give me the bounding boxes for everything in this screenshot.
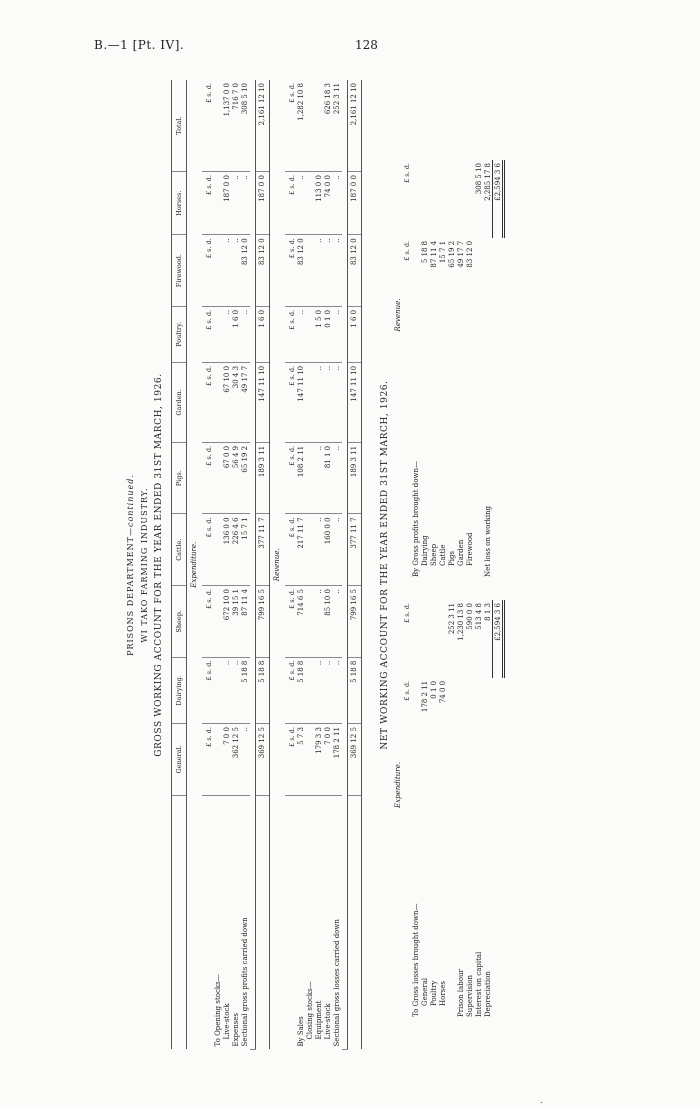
table-cell: .. <box>315 657 324 723</box>
table-cell: 716 7 0 <box>232 80 241 172</box>
units-cell: £ s. d. <box>202 657 214 723</box>
net-grand-total: £2,594 3 6 <box>493 600 504 678</box>
continued-note: —continued. <box>126 474 135 537</box>
table-cell: 672 10 0 <box>223 586 232 658</box>
total-label-blank <box>348 795 362 1049</box>
net-row-label: Firewood <box>465 532 474 566</box>
net-row <box>483 600 493 1020</box>
net-cell-a <box>411 238 420 316</box>
units-blank <box>285 795 297 1049</box>
row-label: Sectional gross losses carried down <box>333 919 342 1047</box>
table-row <box>315 80 324 1050</box>
table-cell <box>306 306 315 362</box>
expenditure-heading <box>187 80 203 1050</box>
table-cell: 178 2 11 <box>333 724 342 796</box>
net-row <box>429 160 438 580</box>
net-cell-b: 513 4 8 <box>474 603 483 630</box>
units-cell: £ s. d. <box>285 235 297 307</box>
footer-mark: . <box>540 1096 543 1105</box>
total-cell: 83 12 0 <box>348 235 362 307</box>
net-grand-total-row <box>493 160 504 580</box>
table-cell: 83 12 0 <box>241 235 250 307</box>
table-cell <box>306 724 315 796</box>
units-cell: £ s. d. <box>285 724 297 796</box>
page-number: 128 <box>355 38 378 52</box>
table-cell: 67 10 0 <box>223 362 232 442</box>
total-cell: 1 6 0 <box>348 306 362 362</box>
table-cell: .. <box>333 172 342 235</box>
table-cell: .. <box>315 586 324 658</box>
net-expenditure-body <box>402 600 504 1020</box>
net-row <box>474 160 483 580</box>
table-cell: 362 12 5 <box>232 724 241 796</box>
table-cell: 226 4 6 <box>232 514 241 586</box>
page-header-ref: B.—1 [Pt. IV]. <box>94 38 185 52</box>
net-row <box>456 160 465 580</box>
table-cell <box>214 306 223 362</box>
total-cell: 369 12 5 <box>348 724 362 796</box>
column-header: Total. <box>172 80 187 172</box>
column-header: General. <box>172 724 187 796</box>
table-cell <box>214 235 223 307</box>
table-cell <box>306 514 315 586</box>
table-cell: .. <box>333 442 342 514</box>
table-cell <box>214 442 223 514</box>
table-cell: 74 0 0 <box>324 172 333 235</box>
column-header: Dairying. <box>172 657 187 723</box>
net-grand-blank <box>493 316 504 580</box>
table-cell <box>306 172 315 235</box>
table-cell <box>306 362 315 442</box>
row-label: By Sales <box>297 1016 306 1047</box>
table-cell: .. <box>315 362 324 442</box>
net-cell-a: 87 11 4 <box>429 240 438 268</box>
revenue-heading-label: Revenue. <box>273 548 282 582</box>
net-cell-a: 178 2 11 <box>420 680 429 713</box>
net-row <box>465 160 474 580</box>
table-cell: .. <box>333 235 342 307</box>
table-cell: 5 7 3 <box>297 724 306 796</box>
net-cell-b <box>465 160 474 238</box>
column-header: Cattle. <box>172 514 187 586</box>
table-cell: 56 4 9 <box>232 442 241 514</box>
table-row <box>214 80 223 1050</box>
net-units-b: £ s. d. <box>402 163 411 183</box>
table-cell: .. <box>241 306 250 362</box>
table-cell: 179 3 3 <box>315 724 324 796</box>
table-cell: .. <box>333 362 342 442</box>
net-cell-a: 0 1 0 <box>429 680 438 699</box>
row-label: Live-stock <box>324 1003 333 1040</box>
units-cell: £ s. d. <box>202 442 214 514</box>
net-cell-b: 308 5 10 <box>474 163 483 195</box>
table-cell <box>315 80 324 172</box>
table-cell: 714 6 5 <box>297 586 306 658</box>
gross-account-table <box>171 80 362 1050</box>
total-cell: 377 11 7 <box>348 514 362 586</box>
net-row <box>411 600 420 1020</box>
table-row <box>306 80 315 1050</box>
net-grand-total-row <box>493 600 504 1020</box>
table-cell: .. <box>333 514 342 586</box>
table-cell: 626 18 3 <box>324 80 333 172</box>
table-cell: .. <box>315 235 324 307</box>
table-cell <box>306 586 315 658</box>
table-row <box>223 80 232 1050</box>
net-cell-b: 590 0 0 <box>465 603 474 630</box>
table-cell <box>306 80 315 172</box>
net-units-row <box>402 160 411 580</box>
column-header: Firewood. <box>172 235 187 307</box>
table-cell: 65 19 2 <box>241 442 250 514</box>
revenue-heading <box>270 80 286 1050</box>
net-cell-a: 49 17 7 <box>456 240 465 268</box>
row-label: Live-stock <box>223 1003 232 1040</box>
table-cell: .. <box>297 306 306 362</box>
column-header: Sheep. <box>172 586 187 658</box>
units-row <box>202 80 214 1050</box>
gross-header-row <box>172 80 187 1050</box>
net-cell-a: 65 19 2 <box>447 240 456 268</box>
table-cell: 187 0 0 <box>223 172 232 235</box>
table-row <box>297 80 306 1050</box>
net-cell-a: 83 12 0 <box>465 240 474 268</box>
table-cell: 308 5 10 <box>241 80 250 172</box>
net-row <box>420 600 429 1020</box>
table-cell: .. <box>223 306 232 362</box>
table-cell: .. <box>324 657 333 723</box>
total-cell: 5 18 8 <box>256 657 270 723</box>
net-cell-b: 8 1 3 <box>483 603 492 621</box>
net-cell-a: 5 18 8 <box>420 240 429 264</box>
net-cell-b <box>429 600 438 678</box>
net-expenditure-heading: Expenditure. <box>393 762 402 808</box>
net-cell-a: 74 0 0 <box>438 680 447 704</box>
table-cell: 5 18 8 <box>297 657 306 723</box>
net-row <box>456 600 465 1020</box>
net-grand-blank <box>493 756 504 1020</box>
table-cell <box>306 442 315 514</box>
total-cell: 1 6 0 <box>256 306 270 362</box>
table-cell: .. <box>232 657 241 723</box>
table-cell: 108 2 11 <box>297 442 306 514</box>
table-cell: .. <box>223 235 232 307</box>
row-label: To Opening stocks— <box>214 974 223 1047</box>
net-row-label <box>447 756 456 1020</box>
total-row <box>256 80 270 1050</box>
titles <box>126 80 165 1050</box>
total-cell: 799 16 5 <box>256 586 270 658</box>
table-cell: .. <box>324 235 333 307</box>
table-cell: .. <box>232 235 241 307</box>
department-name: PRISONS DEPARTMENT <box>126 536 135 656</box>
net-cell-a <box>456 678 465 756</box>
total-cell: 2,161 12 10 <box>348 80 362 172</box>
column-header: Garden. <box>172 362 187 442</box>
total-cell: 5 18 8 <box>348 657 362 723</box>
net-row <box>438 600 447 1020</box>
column-header: Poultry. <box>172 306 187 362</box>
units-cell: £ s. d. <box>285 172 297 235</box>
units-row <box>285 80 297 1050</box>
table-cell: .. <box>333 657 342 723</box>
units-cell: £ s. d. <box>285 362 297 442</box>
table-cell: .. <box>315 514 324 586</box>
table-cell <box>214 172 223 235</box>
net-row-label: General <box>420 977 429 1006</box>
net-cell-a <box>483 238 493 316</box>
net-cell-a: 15 7 1 <box>438 240 447 264</box>
table-cell: 1,137 0 0 <box>223 80 232 172</box>
table-row <box>333 80 342 1050</box>
units-cell: £ s. d. <box>285 514 297 586</box>
table-cell: 160 0 0 <box>324 514 333 586</box>
net-account <box>380 80 505 1050</box>
net-columns <box>402 80 505 1050</box>
total-cell: 189 3 11 <box>348 442 362 514</box>
table-cell <box>214 586 223 658</box>
table-cell: .. <box>241 172 250 235</box>
units-cell: £ s. d. <box>202 362 214 442</box>
net-cell-b <box>420 160 429 238</box>
units-blank <box>202 795 214 1049</box>
net-row-label: Poultry <box>429 980 438 1006</box>
column-header: Pigs. <box>172 442 187 514</box>
net-cell-a <box>447 678 456 756</box>
table-cell: 136 0 0 <box>223 514 232 586</box>
table-cell: .. <box>297 172 306 235</box>
net-row <box>483 160 493 580</box>
table-cell <box>214 80 223 172</box>
table-cell: 147 11 10 <box>297 362 306 442</box>
table-cell: .. <box>324 362 333 442</box>
net-row-label: Horses <box>438 981 447 1006</box>
table-cell: 67 0 0 <box>223 442 232 514</box>
net-subheadings <box>392 80 403 1050</box>
units-cell: £ s. d. <box>202 586 214 658</box>
net-cell-b <box>429 160 438 238</box>
net-cell-a <box>474 678 483 756</box>
units-cell: £ s. d. <box>202 172 214 235</box>
units-cell: £ s. d. <box>202 514 214 586</box>
column-header-blank <box>172 795 187 1049</box>
total-cell: 377 11 7 <box>256 514 270 586</box>
table-cell <box>214 362 223 442</box>
expenditure-heading-label: Expenditure. <box>190 541 199 588</box>
net-revenue-body <box>402 160 504 580</box>
total-cell: 799 16 5 <box>348 586 362 658</box>
table-cell: .. <box>333 586 342 658</box>
net-revenue-table <box>402 160 505 580</box>
table-cell: 7 0 0 <box>324 724 333 796</box>
row-label: Equipment <box>315 1000 324 1040</box>
table-row <box>324 80 333 1050</box>
net-cell-b <box>447 160 456 238</box>
table-cell: 0 1 0 <box>324 306 333 362</box>
units-cell: £ s. d. <box>202 724 214 796</box>
table-cell: .. <box>232 172 241 235</box>
units-cell: £ s. d. <box>202 306 214 362</box>
net-account-title: NET WORKING ACCOUNT FOR THE YEAR ENDED 31ST MARCH, 1926. <box>380 380 391 750</box>
units-cell: £ s. d. <box>202 80 214 172</box>
total-row <box>348 80 362 1050</box>
total-cell: 83 12 0 <box>256 235 270 307</box>
net-row-label: Sheep <box>429 543 438 566</box>
table-cell: 49 17 7 <box>241 362 250 442</box>
gross-body <box>187 80 362 1050</box>
table-cell <box>306 657 315 723</box>
net-row <box>438 160 447 580</box>
net-cell-b: 252 3 11 <box>447 603 456 635</box>
units-cell: £ s. d. <box>285 306 297 362</box>
rotated-content <box>118 80 502 1050</box>
net-row <box>474 600 483 1020</box>
table-cell <box>214 514 223 586</box>
table-cell: 252 3 11 <box>333 80 342 172</box>
total-cell: 369 12 5 <box>256 724 270 796</box>
net-grand-blank-a <box>493 238 504 316</box>
row-label: Sectional gross profits carried down <box>241 917 250 1047</box>
total-cell: 147 11 10 <box>256 362 270 442</box>
net-grand-blank-a <box>493 678 504 756</box>
net-expenditure-table <box>402 600 505 1020</box>
net-row-label: Prison labour <box>456 969 465 1017</box>
table-cell <box>214 724 223 796</box>
column-header: Horses. <box>172 172 187 235</box>
net-units-row <box>402 600 411 1020</box>
net-cell-a <box>483 678 493 756</box>
total-cell: 187 0 0 <box>256 172 270 235</box>
net-cell-b: 2,285 17 8 <box>483 163 492 201</box>
table-row <box>232 80 241 1050</box>
net-cell-a <box>465 678 474 756</box>
net-row-label: Net loss on working <box>483 505 492 577</box>
table-cell: .. <box>223 657 232 723</box>
total-cell: 147 11 10 <box>348 362 362 442</box>
table-cell: .. <box>333 306 342 362</box>
table-row <box>241 80 250 1050</box>
net-cell-b <box>456 160 465 238</box>
table-cell: 1 6 0 <box>232 306 241 362</box>
net-row-label: To Gross losses brought down— <box>411 903 420 1017</box>
table-cell: 1 5 0 <box>315 306 324 362</box>
net-row-label <box>474 316 483 580</box>
net-grand-total: £2,594 3 6 <box>493 160 504 238</box>
units-cell: £ s. d. <box>202 235 214 307</box>
table-cell <box>306 235 315 307</box>
net-units-a: £ s. d. <box>402 240 411 261</box>
net-revenue-side <box>402 160 505 580</box>
table-cell: .. <box>241 724 250 796</box>
total-label-blank <box>256 795 270 1049</box>
table-cell: 39 15 1 <box>232 586 241 658</box>
units-cell: £ s. d. <box>285 657 297 723</box>
net-cell-a <box>474 238 483 316</box>
units-cell: £ s. d. <box>285 442 297 514</box>
gross-account-title: GROSS WORKING ACCOUNT FOR THE YEAR ENDED 31ST MARCH, 1926. <box>154 373 164 757</box>
net-revenue-heading: Revenue. <box>393 298 402 332</box>
net-cell-b: 1,230 13 8 <box>456 603 465 641</box>
table-cell: 87 11 4 <box>241 586 250 658</box>
net-row-label: By Gross profits brought down— <box>411 461 420 577</box>
net-row-label: Interest on capital <box>474 951 483 1017</box>
net-row-label: Dairying <box>420 535 429 566</box>
industry-title: WI TAKO FARMING INDUSTRY. <box>140 487 149 643</box>
net-row-label: Supervision <box>465 974 474 1017</box>
net-row-label: Cattle <box>438 544 447 566</box>
table-cell: 217 11 7 <box>297 514 306 586</box>
table-cell: 7 0 0 <box>223 724 232 796</box>
table-cell <box>214 657 223 723</box>
net-row-label: Pigs <box>447 550 456 566</box>
row-label: Closing stocks— <box>306 981 315 1040</box>
net-row <box>465 600 474 1020</box>
net-units-b: £ s. d. <box>402 603 411 623</box>
net-row-label: Garden <box>456 539 465 566</box>
net-cell-b <box>438 160 447 238</box>
net-row <box>420 160 429 580</box>
net-units-blank <box>402 756 411 1020</box>
net-row <box>411 160 420 580</box>
table-cell: .. <box>315 442 324 514</box>
net-row <box>447 600 456 1020</box>
net-cell-b <box>438 600 447 678</box>
table-cell: 83 12 0 <box>297 235 306 307</box>
row-label: Expenses <box>232 1012 241 1047</box>
units-cell: £ s. d. <box>285 80 297 172</box>
net-units-blank <box>402 316 411 580</box>
net-row <box>429 600 438 1020</box>
table-cell: 15 7 1 <box>241 514 250 586</box>
table-cell: 30 4 3 <box>232 362 241 442</box>
units-cell: £ s. d. <box>285 586 297 658</box>
net-cell-b <box>420 600 429 678</box>
total-cell: 2,161 12 10 <box>256 80 270 172</box>
net-cell-b <box>411 160 420 238</box>
total-cell: 187 0 0 <box>348 172 362 235</box>
department-title <box>126 80 136 1050</box>
table-cell: 113 0 0 <box>315 172 324 235</box>
net-cell-b <box>411 600 420 678</box>
table-cell: 81 1 0 <box>324 442 333 514</box>
net-expenditure-side <box>402 600 505 1020</box>
table-cell: 85 10 0 <box>324 586 333 658</box>
net-row-label: Depreciation <box>483 971 492 1017</box>
net-units-a: £ s. d. <box>402 680 411 701</box>
net-cell-a <box>411 678 420 756</box>
net-row <box>447 160 456 580</box>
total-cell: 189 3 11 <box>256 442 270 514</box>
table-cell: 1,282 10 8 <box>297 80 306 172</box>
table-cell: 5 18 8 <box>241 657 250 723</box>
